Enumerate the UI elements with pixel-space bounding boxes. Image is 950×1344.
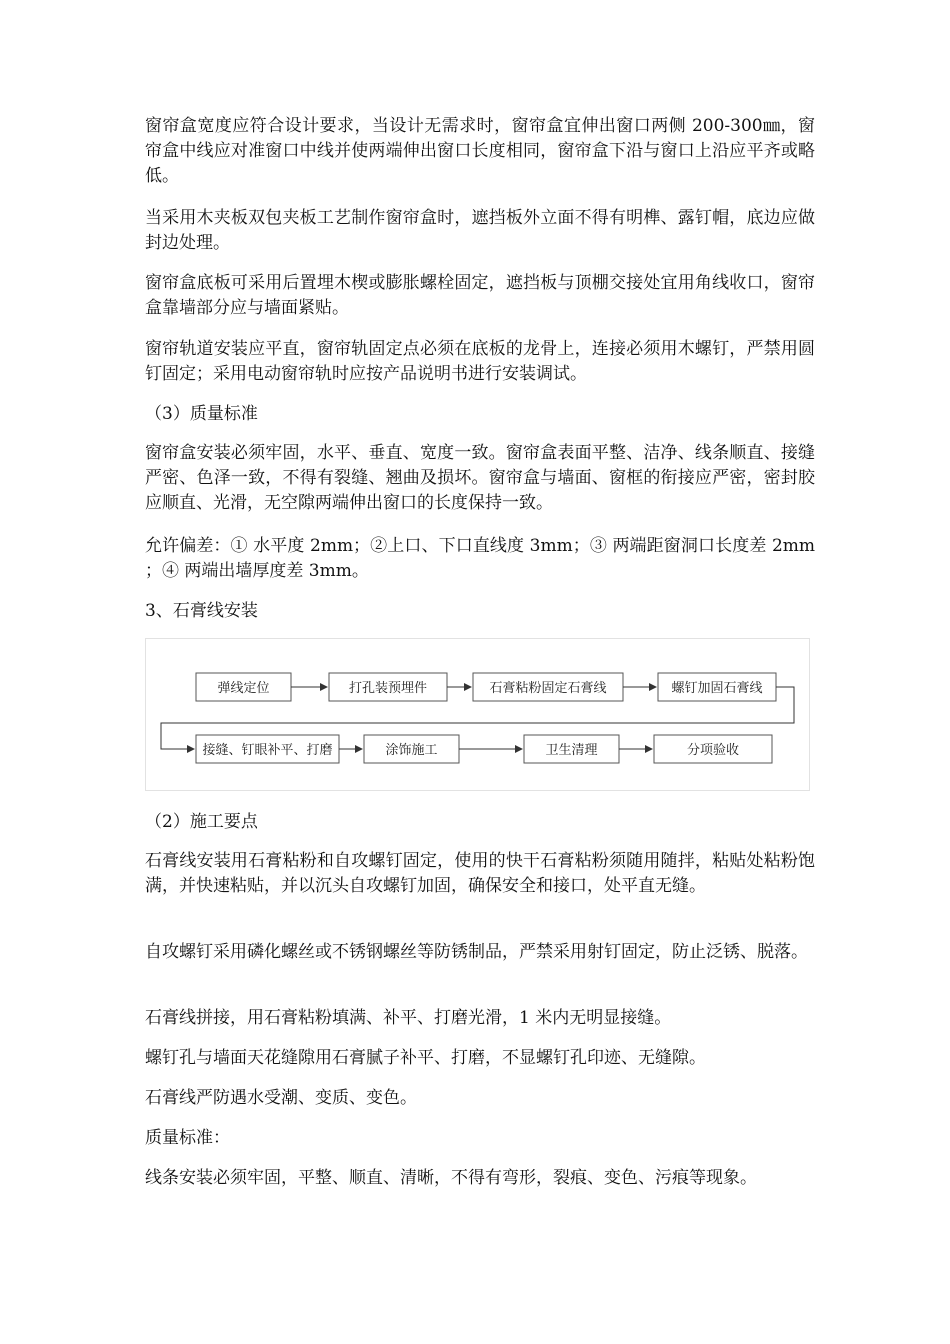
section-heading-plaster-line: 3、石膏线安装 [145, 601, 258, 621]
flow-step-3-label: 石膏粘粉固定石膏线 [489, 681, 607, 696]
heading-construction-points-2: （2）施工要点 [145, 812, 258, 832]
paragraph-screw-holes: 螺钉孔与墙面天花缝隙用石膏腻子补平、打磨，不显螺钉孔印迹、无缝隙。 [145, 1048, 706, 1068]
paragraph-curtain-box-width: 窗帘盒宽度应符合设计要求，当设计无需求时，窗帘盒宜伸出窗口两侧 200-300㎜，窗帘盒中线应对准窗口中线并使两端伸出窗口长度相同，窗帘盒下沿与窗口上沿应平齐或略低。 [145, 116, 815, 186]
paragraph-plaster-install: 石膏线安装用石膏粘粉和自攻螺钉固定，使用的快干石膏粘粉须随用随拌，粘贴处粘粉饱满，并快速粘贴，并以沉头自攻螺钉加固，确保安全和接口，处平直无缝。 [145, 851, 815, 896]
flow-step-2-label: 打孔装预埋件 [348, 681, 428, 696]
paragraph-line-quality: 线条安装必须牢固，平整、顺直、清晰，不得有弯形，裂痕、变色、污痕等现象。 [145, 1168, 757, 1188]
flow-step-5-label: 接缝、钉眼补平、打磨 [202, 743, 333, 758]
flowchart-svg [146, 639, 809, 790]
paragraph-plaster-splicing: 石膏线拼接，用石膏粘粉填满、补平、打磨光滑，1 米内无明显接缝。 [145, 1008, 672, 1028]
paragraph-box-quality: 窗帘盒安装必须牢固，水平、垂直、宽度一致。窗帘盒表面平整、洁净、线条顺直、接缝严密、色泽一致，不得有裂缝、翘曲及损坏。窗帘盒与墙面、窗框的衔接应严密，密封胶应顺直、光滑，无空隙两端伸出窗口的长度保持一致。 [145, 443, 815, 513]
flow-step-1-label: 弹线定位 [217, 681, 270, 696]
paragraph-moisture: 石膏线严防遇水受潮、变质、变色。 [145, 1088, 417, 1108]
paragraph-self-tapping-screw: 自攻螺钉采用磷化螺丝或不锈钢螺丝等防锈制品，严禁采用射钉固定，防止泛锈、脱落。 [145, 942, 808, 962]
heading-quality-standard-3: （3）质量标准 [145, 404, 258, 424]
paragraph-tolerance: 允许偏差：① 水平度 2mm；②上口、下口直线度 3mm；③ 两端距窗洞口长度差 2mm ；④ 两端出墙厚度差 3mm。 [145, 536, 815, 581]
flow-step-7-label: 卫生清理 [545, 743, 598, 758]
flow-step-4-label: 螺钉加固石膏线 [671, 681, 763, 696]
plaster-line-process-flowchart [145, 638, 810, 791]
paragraph-plywood-box: 当采用木夹板双包夹板工艺制作窗帘盒时，遮挡板外立面不得有明榫、露钉帽，底边应做封边处理。 [145, 208, 815, 253]
flow-step-6-label: 涂饰施工 [385, 743, 438, 758]
flow-step-8-label: 分项验收 [686, 743, 740, 758]
paragraph-curtain-track: 窗帘轨道安装应平直，窗帘轨固定点必须在底板的龙骨上，连接必须用木螺钉，严禁用圆钉固定；采用电动窗帘轨时应按产品说明书进行安装调试。 [145, 339, 815, 384]
paragraph-box-bottom-plate: 窗帘盒底板可采用后置埋木楔或膨胀螺栓固定，遮挡板与顶棚交接处宜用角线收口，窗帘盒靠墙部分应与墙面紧贴。 [145, 273, 815, 318]
heading-quality-standard: 质量标准： [145, 1128, 230, 1148]
